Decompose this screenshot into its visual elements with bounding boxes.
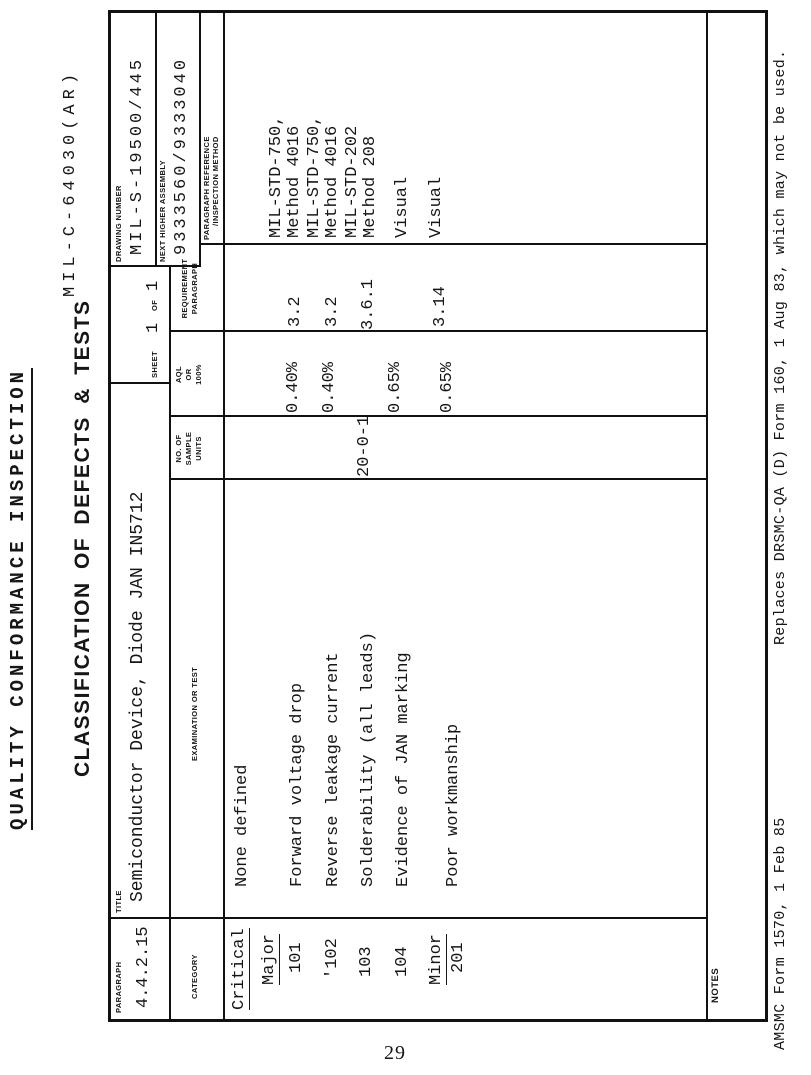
paragraph-label: PARAGRAPH — [114, 961, 123, 1013]
row-102-code: '102 — [323, 938, 342, 979]
row-101-examination: Forward voltage drop — [288, 682, 307, 887]
sheet-label: SHEET — [150, 350, 159, 378]
column-header-aql-2: OR — [184, 368, 193, 381]
row-102-requirement: 3.2 — [323, 296, 342, 327]
row-102-examination: Reverse leakage current — [324, 652, 343, 887]
row-103-sample-units: 20-0-1 — [355, 415, 374, 477]
row-201-requirement: 3.14 — [431, 286, 450, 327]
row-103-aql: 0.65% — [386, 361, 405, 413]
divider-exam-sample — [169, 478, 706, 480]
row-103-code: 103 — [357, 946, 376, 977]
sheet-of-label: OF — [150, 299, 159, 311]
column-header-reference-2: /INSPECTION METHOD — [211, 136, 220, 226]
sheet-value: 1 — [144, 322, 163, 333]
column-header-reference-1: PARAGRAPH REFERENCE — [202, 136, 211, 240]
column-header-aql-3: 100% — [194, 364, 203, 385]
form-table — [108, 10, 768, 1022]
column-header-requirement-2: PARAGRAPH — [190, 262, 199, 315]
row-103-examination: Solderability (all leads) — [359, 631, 378, 887]
row-102-reference-2: Method 4016 — [323, 125, 342, 238]
column-header-category: CATEGORY — [190, 954, 199, 999]
form-title: CLASSIFICATION OF DEFECTS & TESTS — [71, 299, 94, 777]
row-104-reference-1: Visual — [393, 176, 412, 238]
replaces-note: Replaces DRSMC-QA (D) Form 160, 1 Aug 83, which may not be used. — [772, 49, 789, 645]
column-header-examination: EXAMINATION OR TEST — [190, 666, 199, 761]
divider-title-sheet — [111, 382, 169, 384]
row-201-reference-1: Visual — [427, 176, 446, 238]
minor-group-label: Minor — [427, 933, 446, 985]
divider-nha-reference — [199, 13, 201, 267]
divider-header-data — [223, 13, 225, 1019]
column-header-sample-1: NO. OF — [174, 434, 183, 463]
major-group-label: Major — [260, 933, 279, 985]
row-critical-category: Critical — [230, 928, 249, 1010]
divider-drawing-nha — [155, 13, 157, 267]
divider-paragraph-title — [111, 917, 169, 919]
column-header-requirement-1: REQUIREMENT — [180, 258, 189, 319]
row-201-examination: Poor workmanship — [444, 723, 463, 887]
row-101-reference-1: MIL-STD-750, — [267, 115, 286, 238]
row-104-examination: Evidence of JAN marking — [394, 652, 413, 887]
paragraph-value: 4.4.2.15 — [134, 926, 153, 1008]
next-higher-assembly-label: NEXT HIGHER ASSEMBLY — [158, 159, 167, 262]
row-103-reference-1: MIL-STD-202 — [343, 125, 362, 238]
drawing-number-value: MIL-S-19500/445 — [128, 56, 147, 255]
notes-label: NOTES — [710, 967, 721, 1003]
next-higher-assembly-value: 9333560/9333040 — [172, 56, 191, 255]
divider-requirement-reference — [199, 243, 706, 245]
divider-category-exam — [169, 917, 706, 919]
divider-sample-aql — [169, 415, 706, 417]
divider-aql-requirement — [169, 330, 706, 332]
row-103-requirement: 3.6.1 — [359, 278, 378, 330]
spec-number: MIL-C-64030(AR) — [61, 68, 80, 297]
divider-row1-header — [169, 267, 171, 1019]
column-header-sample-2: SAMPLE — [184, 431, 193, 466]
row-101-code: 101 — [287, 942, 306, 973]
drawing-number-label: DRAWING NUMBER — [114, 185, 123, 262]
row-104-code: 104 — [393, 946, 412, 977]
row-101-reference-2: Method 4016 — [285, 125, 304, 238]
row-201-aql: 0.65% — [438, 361, 457, 413]
sheet-of-value: 1 — [144, 280, 163, 291]
divider-notes-row — [706, 13, 708, 1019]
row-critical-examination: None defined — [233, 764, 252, 887]
column-header-aql-1: AQL — [174, 365, 183, 384]
page-heading: QUALITY CONFORMANCE INSPECTION — [9, 368, 33, 830]
row-102-aql: 0.40% — [320, 361, 339, 413]
title-label: TITLE — [114, 890, 123, 913]
row-101-aql: 0.40% — [284, 361, 303, 413]
form-id-footer: AMSMC Form 1570, 1 Feb 85 — [772, 817, 789, 1050]
row-101-requirement: 3.2 — [286, 296, 305, 327]
row-102-reference-1: MIL-STD-750, — [305, 115, 324, 238]
title-value: Semiconductor Device, Diode JAN IN5712 — [128, 491, 148, 902]
page-number: 29 — [384, 1042, 406, 1064]
column-header-sample-3: UNITS — [194, 436, 203, 461]
row-103-reference-2: Method 208 — [361, 135, 380, 238]
row-201-code: 201 — [449, 942, 468, 973]
